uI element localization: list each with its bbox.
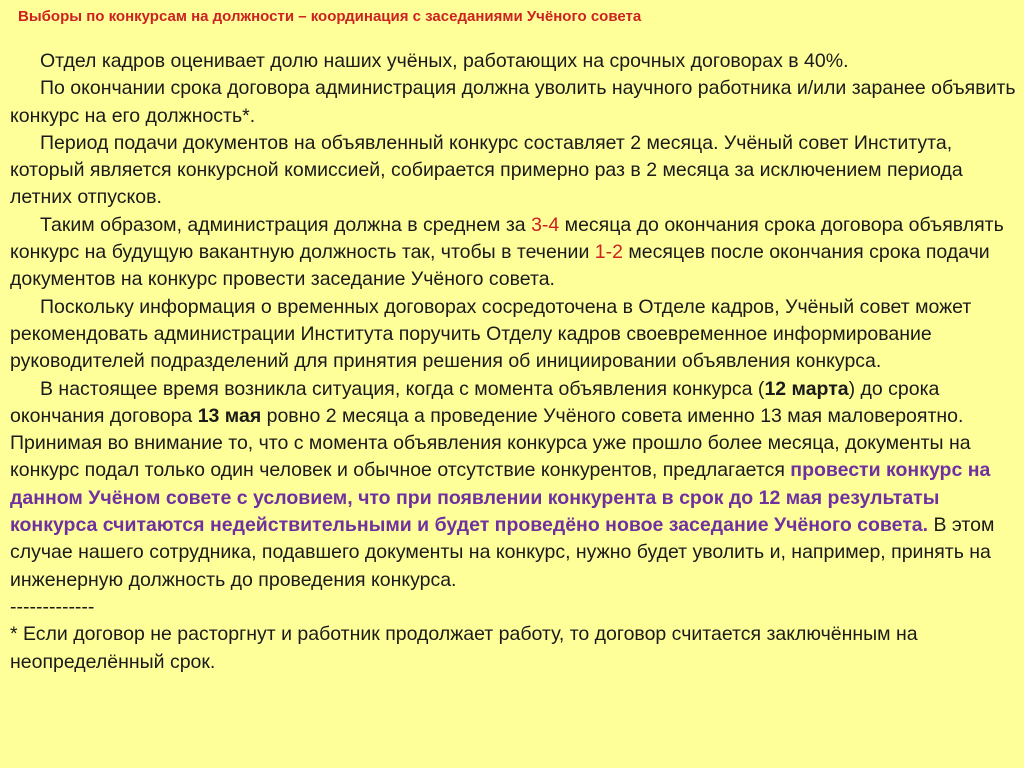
timing-highlight-months-before: 3-4 <box>531 213 560 236</box>
slide-body <box>10 48 1016 676</box>
paragraph-staff-share: Отдел кадров оценивает долю наших учёных, работающих на срочных договорах в 40%. <box>40 50 849 72</box>
paragraph-recommendation: Поскольку информация о временных договорах сосредоточена в Отделе кадров, Учёный совет может рекомендовать администрации Института поручить Отделу кадров своевременное информирование руководителей подразделений для принятия решения об инициировании объявления конкурса. <box>10 295 972 373</box>
situation-text-2: ) до срока окончания договора <box>10 377 940 427</box>
situation-text-1: В настоящее время возникла ситуация, когда с момента объявления конкурса ( <box>40 377 765 400</box>
situation-date-announced: 12 марта <box>764 377 849 400</box>
footnote-separator: ------------- <box>10 595 95 618</box>
timing-text-2: месяца до окончания срока договора объявлять конкурс на будущую вакантную должность так, чтобы в течении <box>10 213 1004 264</box>
footnote: * Если договор не расторгнут и работник продолжает работу, то договор считается заключённым на неопределённый срок. <box>10 623 918 673</box>
situation-date-contract-end: 13 мая <box>197 404 262 427</box>
situation-text-3: ровно 2 месяца а проведение Учёного совета именно 13 мая маловероятно. Принимая во внимание то, что с момента объявления конкурса уже прошло более месяца, документы на конкурс подал только один человек и обычное отсутствие конкурентов, предлагается <box>10 404 971 482</box>
paragraph-contract-end: По окончании срока договора администрация должна уволить научного работника и/или заранее объявить конкурс на его должность*. <box>10 77 1016 127</box>
timing-highlight-months-after: 1-2 <box>594 241 623 264</box>
paragraph-timing <box>10 212 1016 294</box>
slide-title: Выборы по конкурсам на должности – координация с заседаниями Учёного совета <box>18 8 642 25</box>
paragraph-submission-period: Период подачи документов на объявленный конкурс составляет 2 месяца. Учёный совет Института, который является конкурсной комиссией, собирается примерно раз в 2 месяца за исключением периода летних отпусков. <box>10 131 963 209</box>
situation-text-4: В этом случае нашего сотрудника, подавшего документы на конкурс, нужно будет уволить и, например, принять на инженерную должность до проведения конкурса. <box>10 514 995 591</box>
situation-proposal: провести конкурс на данном Учёном совете с условием, что при появлении конкурента в срок до 12 мая результаты конкурса считаются недействительными и будет проведёно новое заседание Учёного совета. <box>10 459 991 537</box>
timing-text-3: месяцев после окончания срока подачи документов на конкурс провести заседание Учёного совета. <box>10 241 990 291</box>
paragraph-current-situation <box>10 376 1016 594</box>
timing-text-1: Таким образом, администрация должна в среднем за <box>40 213 532 236</box>
